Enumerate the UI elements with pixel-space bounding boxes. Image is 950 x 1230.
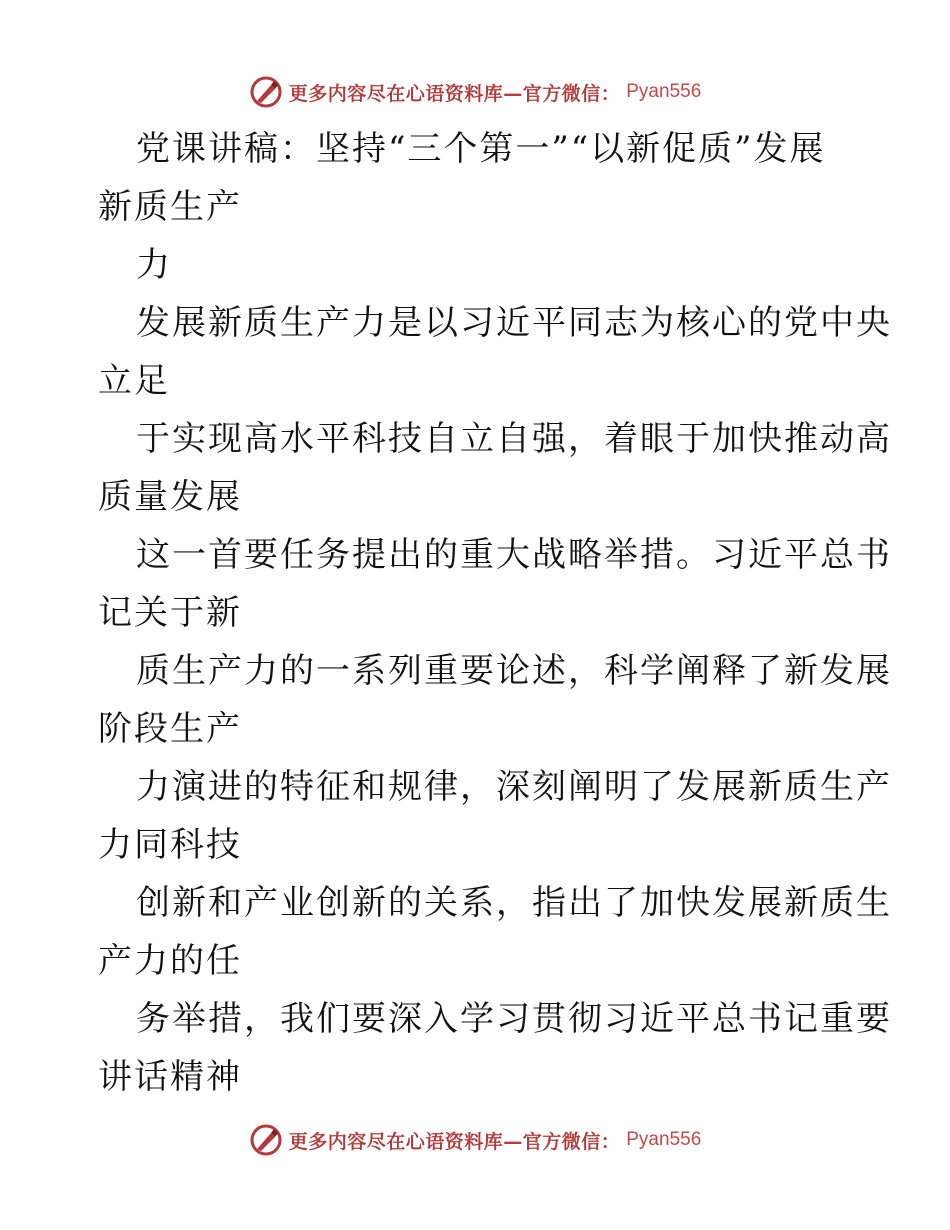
text-line: 记关于新 (98, 593, 242, 633)
text-line: 立足 (98, 361, 170, 401)
pen-logo-icon (249, 75, 283, 109)
watermark-text: 更多内容尽在心语资料库—官方微信： (288, 82, 621, 105)
text-line: 产力的任 (98, 941, 242, 981)
text-line: 力演进的特征和规律，深刻阐明了发展新质生产 (136, 767, 892, 807)
text-line: 质量发展 (98, 477, 242, 517)
text-line: 发展新质生产力是以习近平同志为核心的党中央 (136, 303, 892, 343)
text-line: 力 (136, 245, 172, 285)
text-line: 讲话精神 (98, 1057, 242, 1097)
text-line: 于实现高水平科技自立自强，着眼于加快推动高 (136, 419, 892, 459)
text-line: 力同科技 (98, 825, 242, 865)
text-line: 务举措，我们要深入学习贯彻习近平总书记重要 (136, 999, 892, 1039)
title-line-1: 党课讲稿：坚持“三个第一”“以新促质”发展 (136, 129, 826, 169)
text-line: 阶段生产 (98, 709, 242, 749)
title-line-2: 新质生产 (98, 187, 242, 227)
watermark-text: 更多内容尽在心语资料库—官方微信： (288, 1130, 621, 1153)
pen-logo-icon (249, 1123, 283, 1157)
text-line: 创新和产业创新的关系，指出了加快发展新质生 (136, 883, 892, 923)
text-line: 质生产力的一系列重要论述，科学阐释了新发展 (136, 651, 892, 691)
footer-watermark (0, 1120, 950, 1160)
watermark-id: Pyan556 (626, 1129, 702, 1150)
document-body (98, 120, 892, 1106)
watermark-id: Pyan556 (626, 81, 702, 102)
header-watermark (0, 72, 950, 112)
text-line: 这一首要任务提出的重大战略举措。习近平总书 (136, 535, 892, 575)
